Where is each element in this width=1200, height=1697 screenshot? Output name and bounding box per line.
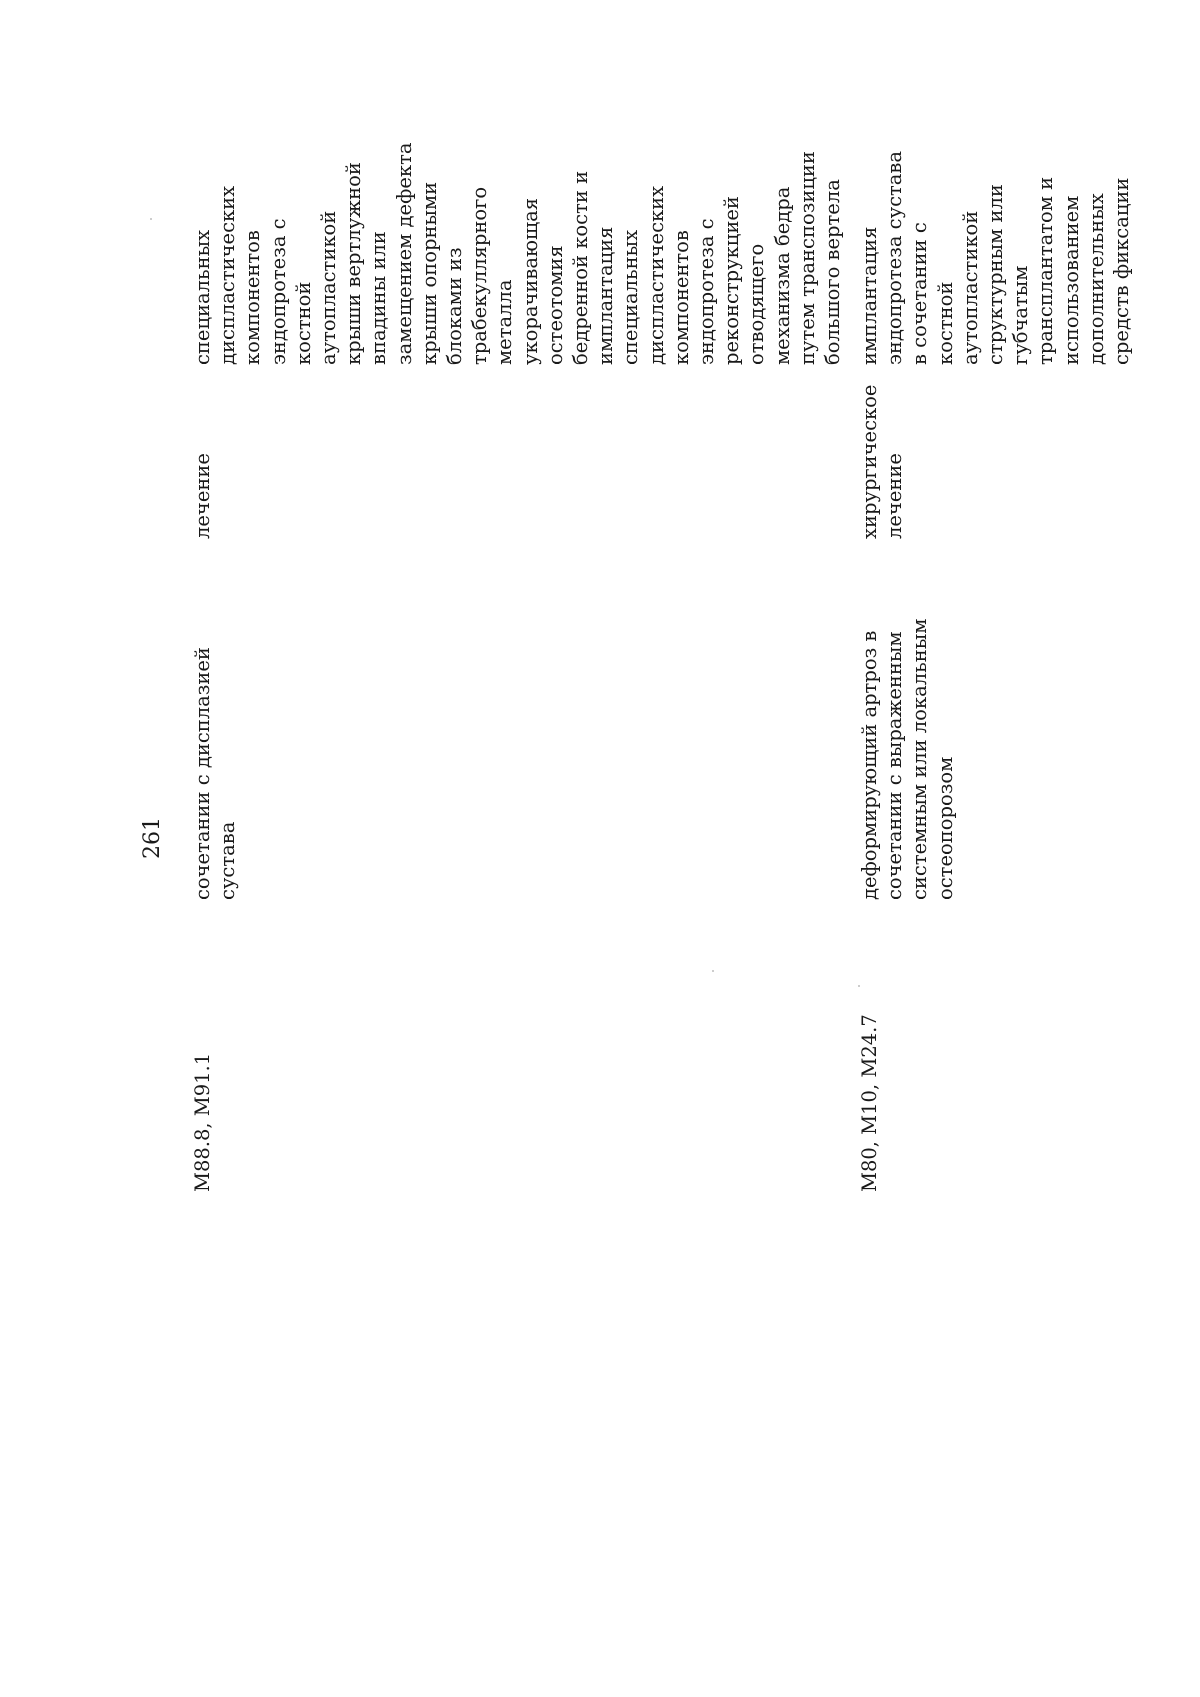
text-line: костной [291, 281, 315, 365]
text-line: аутопластикой [317, 210, 341, 365]
page-number: 261 [140, 817, 165, 859]
text-line: реконструкцией [720, 196, 744, 365]
text-line: компонентов [669, 230, 693, 365]
text-line: блоками из [443, 247, 467, 365]
text-line: средств фиксации [1110, 177, 1134, 365]
text-line: эндопротеза сустава [883, 150, 907, 365]
text-line: лечение [883, 453, 907, 539]
text-line: механизма бедра [770, 186, 794, 365]
text-line: эндопротеза с [695, 218, 719, 365]
diagnosis-description [857, 619, 958, 900]
text-line: специальных [191, 229, 214, 365]
text-line: впадины или [367, 231, 391, 365]
treatment-type [857, 385, 907, 539]
text-line: сустава [216, 821, 240, 900]
text-line: губчатым [1009, 265, 1033, 365]
text-line: трансплантатом и [1034, 176, 1058, 365]
text-line: укорачивающая [518, 197, 542, 365]
scan-speck [712, 970, 714, 972]
text-line: бедренной кости и [569, 170, 593, 365]
text-line: сочетании с выраженным [883, 631, 907, 900]
text-line: диспластических [216, 185, 240, 365]
diagnosis-codes: M80, M10, M24.7 [858, 1014, 881, 1192]
text-line: металла [493, 279, 517, 365]
diagnosis-description [190, 647, 240, 900]
text-line: системным или локальным [908, 618, 932, 900]
treatment-type [190, 453, 215, 539]
text-line: остеопорозом [933, 756, 957, 900]
text-line: имплантация [594, 226, 618, 365]
text-line: аутопластикой [958, 210, 982, 365]
text-line: в сочетании с [908, 222, 932, 365]
text-line: дополнительных [1084, 193, 1108, 365]
treatment-method [857, 151, 1134, 365]
text-line: лечение [191, 453, 214, 539]
text-line: хирургическое [858, 384, 881, 539]
text-line: большого вертела [821, 179, 845, 365]
text-line: имплантация [858, 226, 881, 365]
scan-speck [858, 985, 860, 987]
text-line: костной [933, 281, 957, 365]
text-line: отводящего [745, 243, 769, 365]
text-line: компонентов [241, 230, 265, 365]
scan-speck [150, 218, 152, 220]
text-line: использованием [1059, 195, 1083, 365]
text-line: остеотомия [543, 245, 567, 365]
text-line: структурным или [984, 184, 1008, 365]
diagnosis-codes: M88.8, M91.1 [191, 1052, 214, 1192]
text-line: крыши вертлужной [342, 162, 366, 365]
text-line: замещением дефекта [392, 142, 416, 365]
text-line: эндопротеза с [266, 218, 290, 365]
text-line: деформирующий артроз в [858, 630, 881, 900]
text-line: крыши опорными [417, 181, 441, 365]
text-line: специальных [619, 229, 643, 365]
text-line: трабекуллярного [468, 186, 492, 365]
text-line: путем транспозиции [795, 151, 819, 365]
text-line: сочетании с дисплазией [191, 647, 214, 900]
text-line: диспластических [644, 185, 668, 365]
treatment-method [190, 143, 845, 366]
